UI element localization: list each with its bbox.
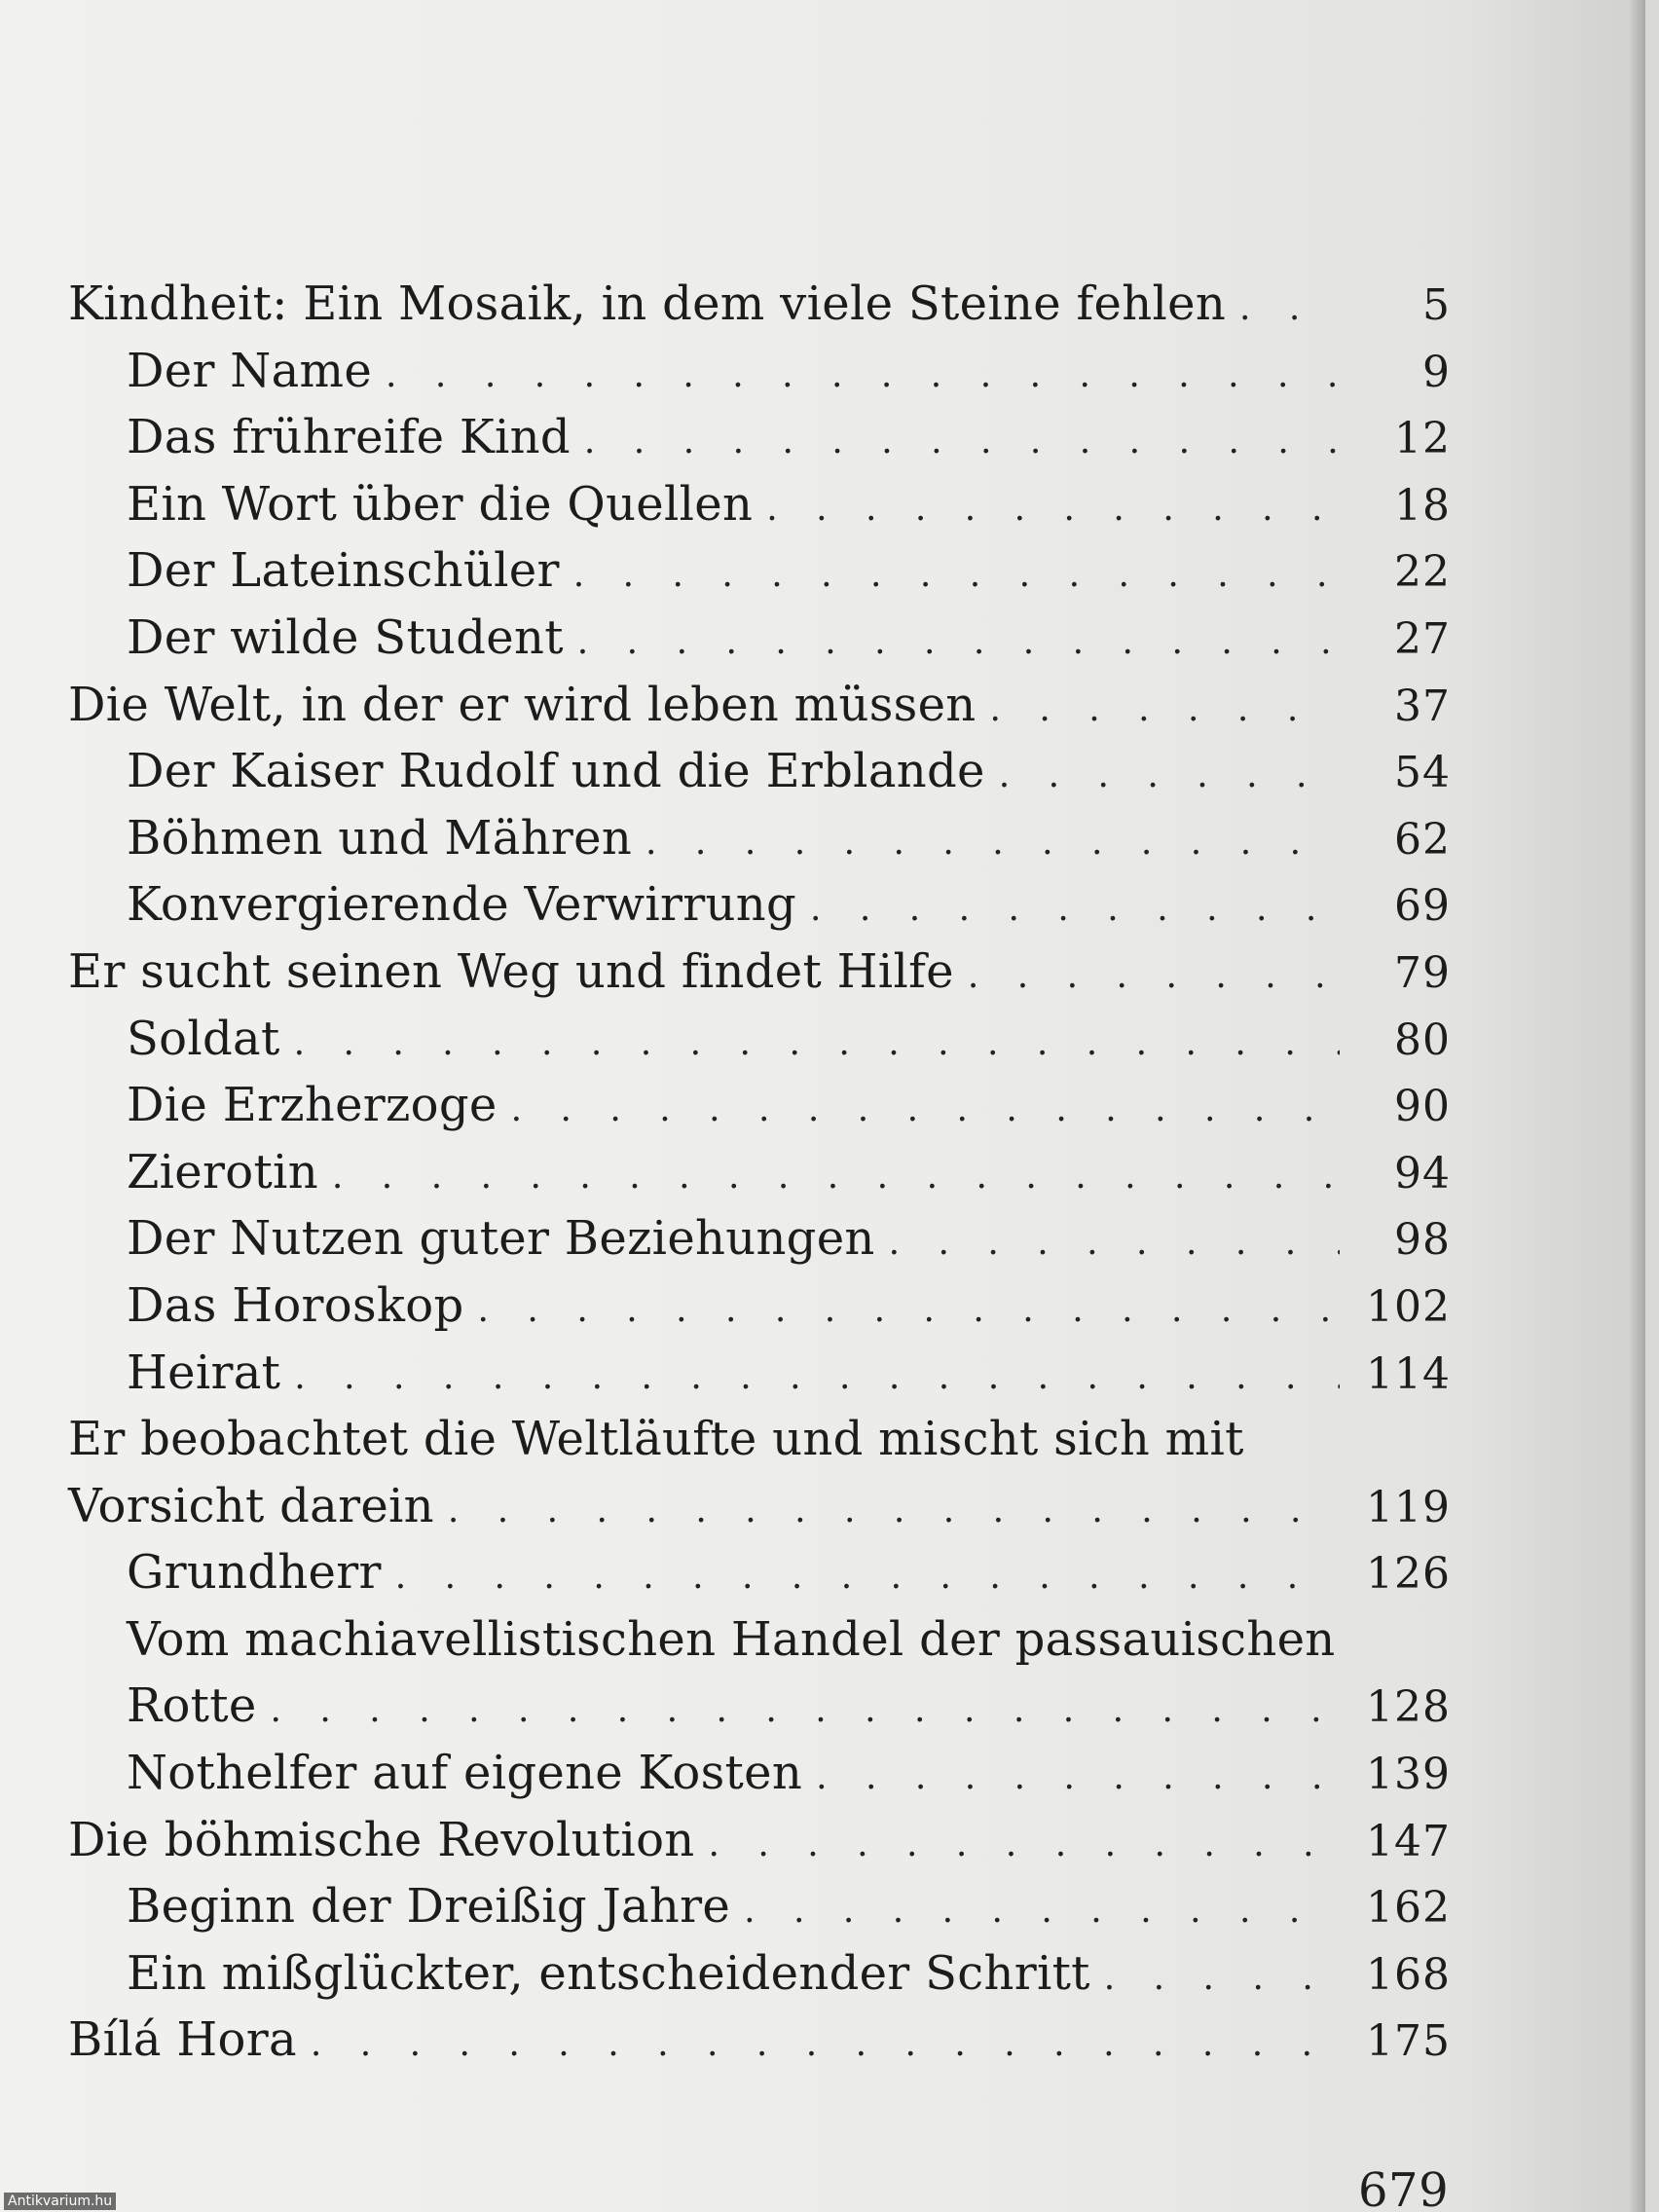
toc-entry-page: 162 [1366, 1883, 1451, 1934]
toc-entry-page: 37 [1394, 681, 1451, 731]
toc-entry-title: Heirat [127, 1345, 281, 1400]
toc-entry-title: Zierotin [127, 1144, 318, 1199]
watermark-label: Antikvarium.hu [4, 2193, 116, 2210]
toc-chapter-entry [68, 1406, 1451, 1473]
toc-entry-title: Ein mißglückter, entscheidender Schritt [127, 1945, 1090, 2001]
toc-entry-title: Das frühreife Kind [127, 410, 571, 465]
dot-leader [577, 609, 1340, 676]
toc-entry-title: Der Lateinschüler [127, 543, 560, 599]
dot-leader [311, 2011, 1340, 2078]
page-edge [1630, 0, 1645, 2212]
toc-entry-title: Der Nutzen guter Beziehungen [127, 1211, 875, 1267]
toc-section-entry [68, 471, 1451, 538]
toc-entry-title: Der Name [127, 343, 373, 398]
toc-entry-page: 114 [1366, 1348, 1451, 1399]
toc-section-entry [68, 1940, 1451, 2008]
toc-entry-page: 27 [1394, 613, 1451, 664]
toc-chapter-entry [68, 2007, 1451, 2074]
toc-chapter-entry [68, 672, 1451, 739]
toc-entry-page: 94 [1394, 1148, 1451, 1198]
dot-leader [645, 810, 1340, 876]
dot-leader [999, 743, 1340, 809]
toc-entry-title: Der Kaiser Rudolf und die Erblande [127, 744, 985, 799]
toc-chapter-entry [68, 1473, 1451, 1540]
dot-leader [744, 1878, 1340, 1944]
toc-section-entry [68, 338, 1451, 405]
toc-entry-title: Vom machiavellistischen Handel der passauischen [127, 1611, 1336, 1667]
dot-leader [708, 1812, 1340, 1878]
dot-leader [584, 409, 1340, 475]
toc-section-entry [68, 537, 1451, 605]
table-of-contents [68, 271, 1451, 2074]
toc-chapter-entry [68, 271, 1451, 338]
toc-entry-page: 128 [1366, 1682, 1451, 1733]
toc-entry-page: 102 [1366, 1281, 1451, 1332]
dot-leader [810, 876, 1340, 942]
toc-entry-page: 168 [1366, 1949, 1451, 2000]
dot-leader [990, 677, 1341, 743]
toc-entry-page: 79 [1394, 947, 1451, 998]
toc-chapter-entry [68, 939, 1451, 1006]
dot-leader [573, 542, 1340, 608]
toc-section-entry [68, 738, 1451, 805]
toc-section-entry [68, 1139, 1451, 1206]
toc-entry-page: 5 [1422, 280, 1451, 330]
toc-entry-title: Böhmen und Mähren [127, 810, 633, 866]
dot-leader [294, 1011, 1340, 1077]
toc-entry-title: Die böhmische Revolution [68, 1812, 695, 1867]
dot-leader [766, 476, 1340, 542]
dot-leader [478, 1277, 1340, 1344]
toc-chapter-entry [68, 1807, 1451, 1874]
toc-entry-page: 147 [1366, 1816, 1451, 1866]
toc-entry-page: 9 [1422, 347, 1451, 397]
toc-entry-page: 22 [1394, 547, 1451, 598]
dot-leader [511, 1077, 1340, 1143]
toc-entry-page: 139 [1366, 1750, 1451, 1800]
toc-entry-title: Vorsicht darein [68, 1478, 434, 1533]
toc-entry-title: Der wilde Student [127, 609, 564, 665]
dot-leader [968, 943, 1340, 1010]
toc-section-entry [68, 1340, 1451, 1407]
toc-entry-title: Er beobachtet die Weltläufte und mischt sich mit [68, 1412, 1244, 1467]
toc-entry-title: Er sucht seinen Weg und findet Hilfe [68, 943, 954, 999]
toc-section-entry [68, 404, 1451, 471]
toc-section-entry [68, 1673, 1451, 1740]
toc-entry-title: Ein Wort über die Quellen [127, 476, 754, 532]
toc-entry-title: Die Welt, in der er wird leben müssen [68, 677, 977, 732]
toc-entry-title: Das Horoskop [127, 1277, 464, 1333]
dot-leader [332, 1144, 1340, 1210]
toc-entry-title: Konvergierende Verwirrung [127, 877, 796, 933]
toc-section-entry [68, 1873, 1451, 1940]
toc-entry-title: Soldat [127, 1011, 280, 1066]
dot-leader [816, 1745, 1340, 1811]
toc-section-entry [68, 1072, 1451, 1139]
dot-leader [1239, 276, 1340, 342]
dot-leader [271, 1677, 1340, 1744]
toc-entry-title: Die Erzherzoge [127, 1078, 498, 1133]
dot-leader [395, 1544, 1340, 1610]
toc-entry-page: 69 [1394, 881, 1451, 932]
dot-leader [1104, 1945, 1340, 2011]
dot-leader [386, 343, 1340, 409]
dot-leader [294, 1345, 1340, 1411]
toc-entry-page: 12 [1394, 414, 1451, 464]
toc-entry-page: 90 [1394, 1082, 1451, 1132]
toc-entry-title: Bílá Hora [68, 2012, 297, 2068]
toc-entry-title: Grundherr [127, 1545, 382, 1601]
toc-section-entry [68, 871, 1451, 939]
toc-entry-title: Kindheit: Ein Mosaik, in dem viele Steine fehlen [68, 276, 1227, 331]
toc-section-entry [68, 1205, 1451, 1272]
toc-entry-page: 175 [1366, 2016, 1451, 2067]
toc-entry-page: 54 [1394, 748, 1451, 798]
toc-entry-page: 18 [1394, 480, 1451, 531]
toc-entry-page: 119 [1366, 1482, 1451, 1532]
toc-section-entry [68, 1272, 1451, 1340]
toc-entry-page: 98 [1394, 1215, 1451, 1266]
toc-section-entry [68, 805, 1451, 872]
toc-entry-title: Beginn der Dreißig Jahre [127, 1879, 731, 1935]
dot-leader [448, 1478, 1340, 1544]
page-number: 679 [1358, 2163, 1450, 2212]
toc-entry-page: 62 [1394, 814, 1451, 865]
toc-section-entry [68, 1606, 1451, 1674]
toc-entry-title: Rotte [127, 1678, 257, 1734]
toc-entry-page: 80 [1394, 1014, 1451, 1065]
toc-section-entry [68, 1740, 1451, 1807]
toc-section-entry [68, 1539, 1451, 1606]
dot-leader [889, 1210, 1340, 1276]
toc-entry-title: Nothelfer auf eigene Kosten [127, 1746, 803, 1801]
toc-entry-page: 126 [1366, 1549, 1451, 1600]
toc-section-entry [68, 1006, 1451, 1073]
toc-section-entry [68, 605, 1451, 672]
